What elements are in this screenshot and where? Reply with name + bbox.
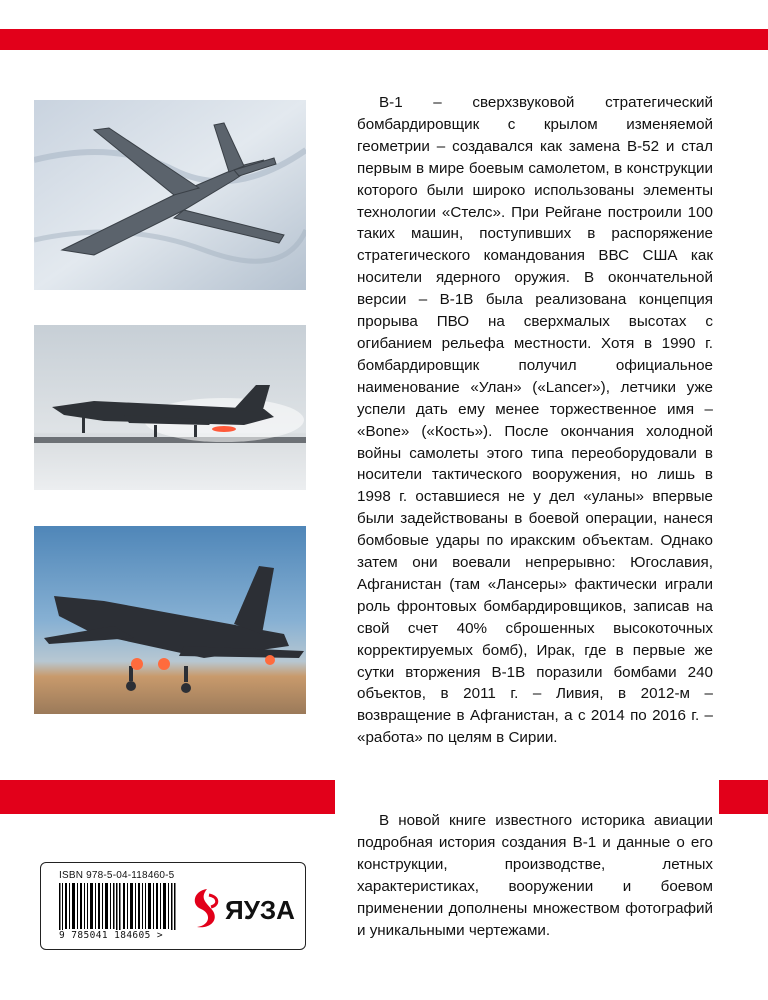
description-text [357, 92, 713, 749]
barcode-digits: 9 785041 184605 > [59, 930, 189, 941]
barcode-panel [40, 862, 306, 950]
photo-b1-takeoff-afterburner [34, 526, 306, 714]
top-red-stripe [0, 29, 768, 50]
barcode-icon [59, 883, 179, 935]
book-summary-text [357, 810, 713, 941]
yauza-swirl-icon [195, 889, 217, 927]
left-red-stripe [0, 780, 335, 814]
photo-b1-takeoff-runway [34, 325, 306, 490]
book-summary-paragraph: В новой книге известного историка авиации подробная история создания B-1 и данные о его конструкции, производстве, летных характеристиках, вооружении и боевом применении дополнены множеством фотографий и уникальными чертежами. [357, 812, 713, 939]
publisher-logo [189, 881, 299, 933]
right-red-stripe [719, 780, 768, 814]
photo-b1-banking-over-snow [34, 100, 306, 290]
isbn-label: ISBN 978-5-04-118460-5 [59, 870, 175, 881]
publisher-logo-text: ЯУЗА [225, 895, 295, 925]
description-paragraph: B-1 – сверхзвуковой стратегический бомбардировщик с крылом изменяемой геометрии – создавался как замена B-52 и стал первым в мире боевым самолетом, в конструкции которого были широко использованы элементы технологии «Стелс». При Рейгане построили 100 таких машин, поступивших в распоряжение стратегического командования ВВС США как носители ядерного оружия. В окончательной версии – B-1B была реализована концепция прорыва ПВО на сверхмалых высотах с огибанием рельефа местности. Хотя в 1990 г. бомбардировщик получил официальное наименование «Улан» («Lancer»), летчики уже успели дать ему менее торжественное имя – «Bone» («Кость»). После окончания холодной войны самолеты этого типа переоборудовали в носители тактического вооружения, но лишь в 1998 г. оставшиеся не у дел «уланы» впервые были задействованы в боевой операции, нанеся бомбовые удары по иракским объектам. Однако затем они воевали непрерывно: Югославия, Афганистан (там «Лансеры» фактически играли роль фронтовых бомбардировщиков, записав на свой счет 40% сброшенных высокоточных корректируемых бомб), Ирак, где в первые же сутки вторжения B-1B поразили бомбами 240 объектов, в 2011 г. – Ливия, в 2012-м – возвращение в Афганистан, а с 2014 по 2016 г. – «работа» по целям в Сирии. [357, 94, 713, 747]
